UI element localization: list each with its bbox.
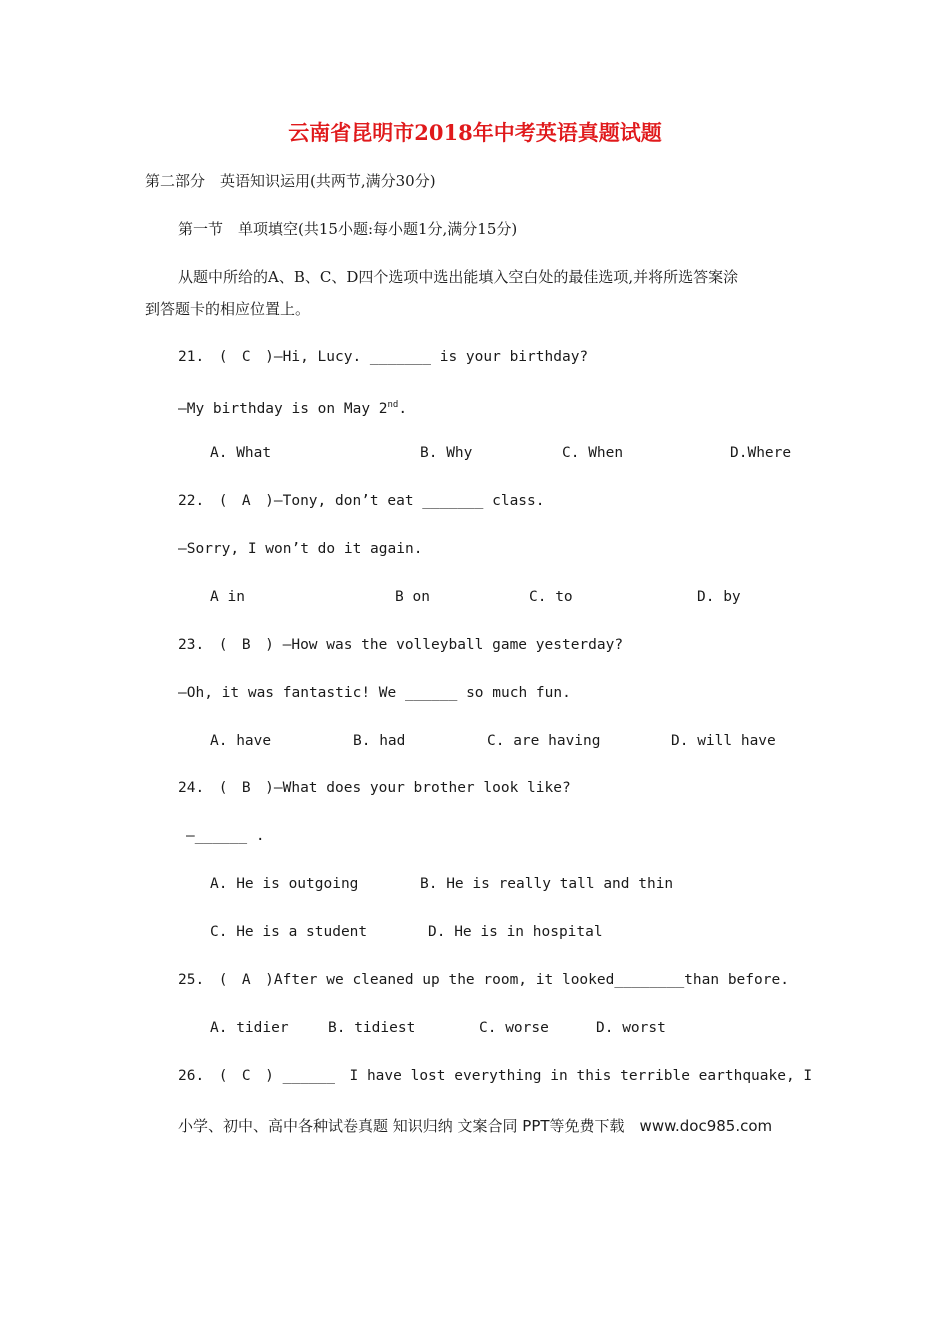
- question-24-options-row-2: [0, 922, 950, 942]
- question-23-options: [0, 731, 950, 751]
- footer-watermark: 小学、初中、高中各种试卷真题 知识归纳 文案合同 PPT等免费下载 www.doc985.com: [178, 1117, 773, 1135]
- option-c: C. to: [529, 589, 573, 605]
- option-b: B on: [395, 589, 430, 605]
- option-d: D. by: [697, 589, 741, 605]
- option-b: B. Why: [420, 445, 473, 461]
- question-21-reply: —My birthday is on May 2nd.: [178, 400, 408, 417]
- instruction-line-1: 从题中所给的A、B、C、D四个选项中选出能填入空白处的最佳选项,并将所选答案涂: [178, 268, 739, 286]
- option-c: C. are having: [487, 733, 601, 749]
- question-23-stem: 23. ( B ) —How was the volleyball game yesterday?: [178, 637, 624, 653]
- option-a: A. What: [210, 445, 272, 461]
- question-24-stem: 24. ( B )—What does your brother look like?: [178, 780, 571, 796]
- question-21-options: [0, 443, 950, 463]
- option-d: D. will have: [671, 733, 776, 749]
- option-d: D.Where: [730, 445, 792, 461]
- option-a: A. have: [210, 733, 272, 749]
- option-a: A. tidier: [210, 1020, 289, 1036]
- section-heading: 第一节 单项填空(共15小题:每小题1分,满分15分): [178, 220, 518, 238]
- option-c: C. worse: [479, 1020, 549, 1036]
- option-c: C. When: [562, 445, 624, 461]
- option-a: A. He is outgoing: [210, 876, 359, 892]
- document-title: 云南省昆明市2018年中考英语真题试题: [288, 120, 662, 145]
- part-heading: 第二部分 英语知识运用(共两节,满分30分): [145, 172, 436, 190]
- option-d: D. He is in hospital: [428, 924, 603, 940]
- question-22-options: [0, 587, 950, 607]
- question-24-reply: —______ .: [186, 828, 265, 844]
- question-22-stem: 22. ( A )—Tony, don’t eat _______ class.: [178, 493, 545, 509]
- option-b: B. He is really tall and thin: [420, 876, 674, 892]
- question-21-stem: 21. ( C )—Hi, Lucy. _______ is your birthday?: [178, 349, 589, 365]
- question-25-options: [0, 1018, 950, 1038]
- question-24-options-row-1: [0, 874, 950, 894]
- question-25-stem: 25. ( A )After we cleaned up the room, it looked________than before.: [178, 972, 789, 988]
- question-22-reply: —Sorry, I won’t do it again.: [178, 541, 423, 557]
- question-23-reply: —Oh, it was fantastic! We ______ so much fun.: [178, 685, 571, 701]
- instruction-line-2: 到答题卡的相应位置上。: [145, 300, 311, 318]
- option-b: B. tidiest: [328, 1020, 416, 1036]
- option-a: A in: [210, 589, 245, 605]
- question-26-stem: 26. ( C ) ______ I have lost everything in this terrible earthquake, I: [178, 1068, 813, 1084]
- option-b: B. had: [353, 733, 406, 749]
- option-d: D. worst: [596, 1020, 666, 1036]
- option-c: C. He is a student: [210, 924, 368, 940]
